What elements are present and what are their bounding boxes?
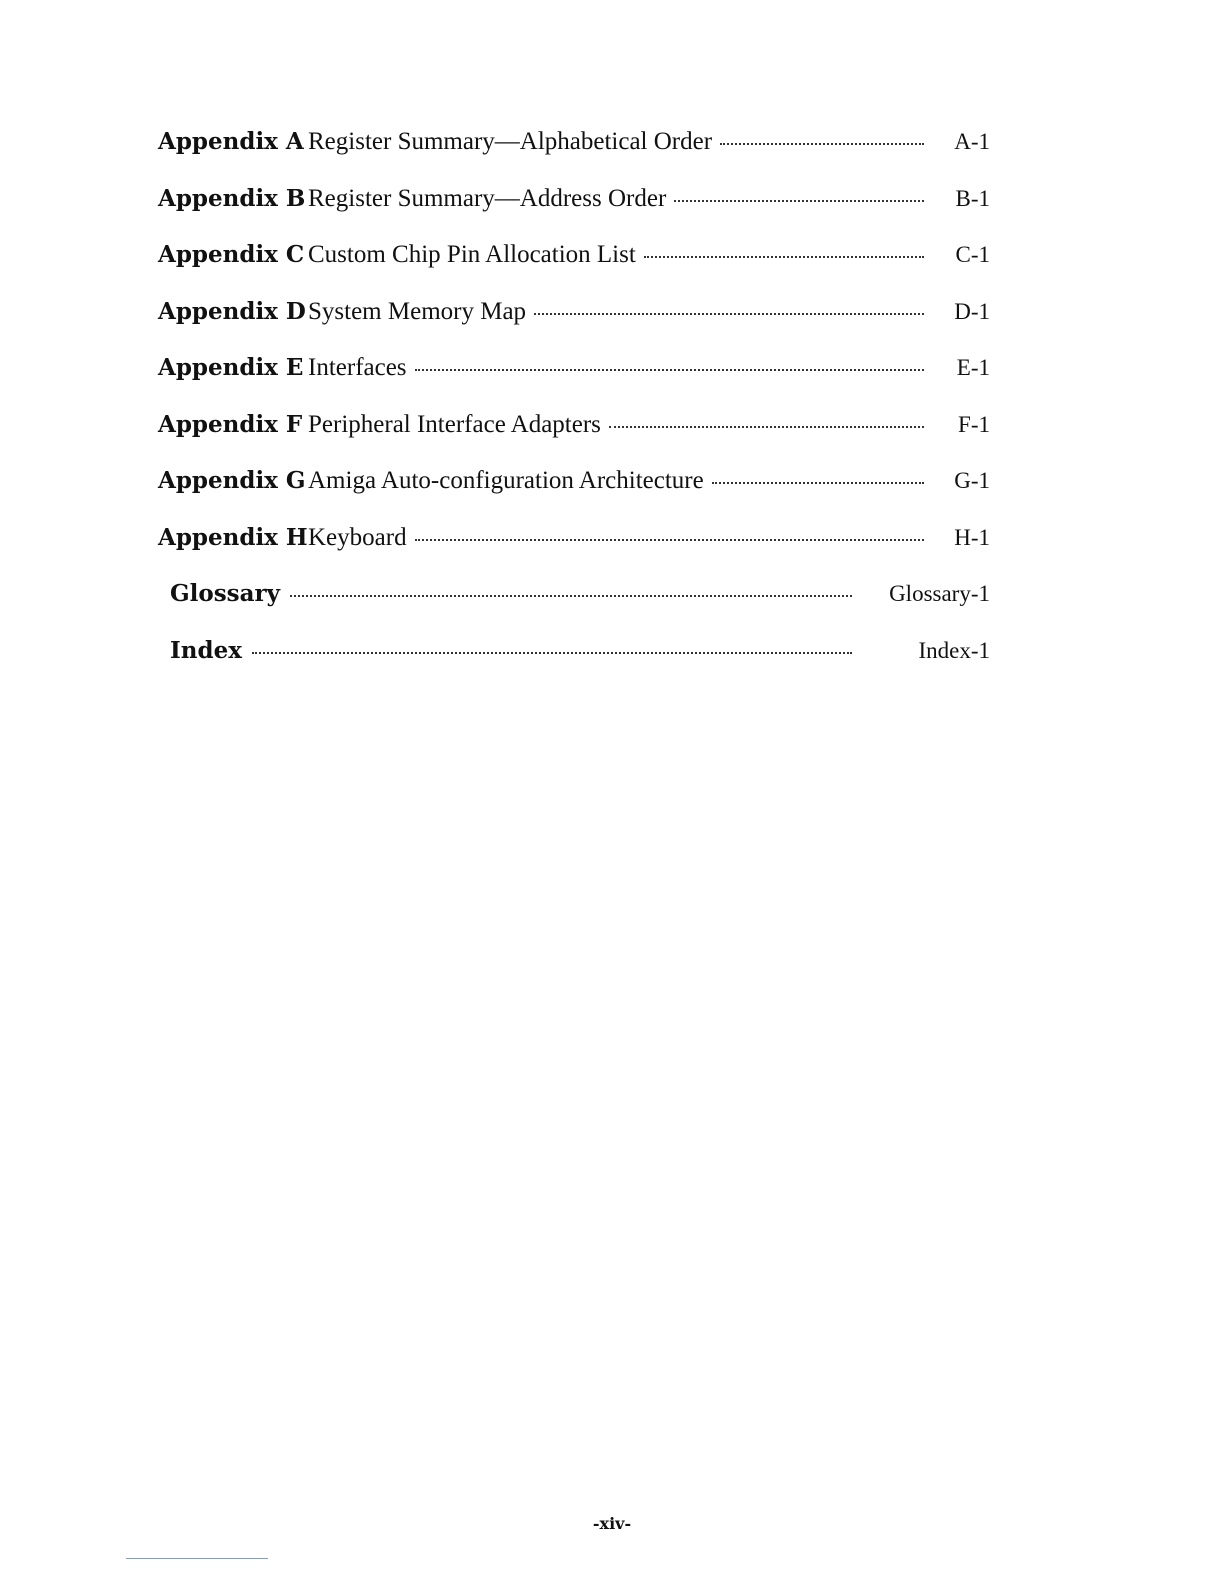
- dot-leader: [720, 143, 924, 145]
- table-of-contents: [158, 128, 990, 693]
- toc-entry-appendix-e: [158, 354, 990, 411]
- toc-entry-appendix-a: [158, 128, 990, 185]
- entry-page: C-1: [955, 242, 990, 267]
- dot-leader: [609, 426, 924, 428]
- entry-label: Appendix F: [158, 410, 303, 438]
- scan-edge-line: [126, 1558, 268, 1559]
- toc-entry-appendix-h: [158, 524, 990, 581]
- entry-label: Appendix C: [158, 241, 305, 268]
- entry-label: Appendix B: [158, 184, 306, 212]
- toc-entry-appendix-b: [158, 185, 990, 242]
- entry-page: Index-1: [918, 637, 990, 663]
- entry-label: Appendix H: [158, 523, 308, 551]
- toc-entry-glossary: [158, 580, 990, 637]
- entry-title: Interfaces: [308, 354, 407, 381]
- dot-leader: [644, 256, 924, 258]
- entry-title: Register Summary—Alphabetical Order: [308, 128, 713, 155]
- dot-leader: [415, 369, 924, 371]
- dot-leader: [674, 200, 924, 202]
- entry-label: Appendix A: [158, 128, 304, 155]
- entry-page: E-1: [956, 355, 990, 380]
- entry-title: Keyboard: [308, 523, 407, 551]
- entry-label: Appendix G: [158, 467, 306, 494]
- toc-entry-index: [158, 637, 990, 694]
- dot-leader: [290, 595, 852, 597]
- entry-title: Amiga Auto-configuration Architecture: [308, 467, 704, 494]
- entry-title: Peripheral Interface Adapters: [308, 410, 601, 438]
- dot-leader: [252, 652, 852, 654]
- toc-entry-appendix-g: [158, 467, 990, 524]
- entry-page: F-1: [958, 411, 990, 437]
- entry-title: System Memory Map: [308, 297, 527, 325]
- entry-label: Appendix D: [158, 297, 306, 325]
- toc-entry-appendix-c: [158, 241, 990, 298]
- entry-title: Register Summary—Address Order: [308, 184, 667, 212]
- entry-page: G-1: [954, 468, 990, 493]
- entry-label: Glossary: [170, 580, 281, 607]
- entry-label: Index: [170, 636, 242, 664]
- dot-leader: [415, 539, 924, 541]
- dot-leader: [534, 313, 924, 315]
- toc-entry-appendix-d: [158, 298, 990, 355]
- entry-title: Custom Chip Pin Allocation List: [308, 241, 636, 268]
- entry-page: A-1: [954, 129, 990, 154]
- dot-leader: [712, 482, 924, 484]
- entry-page: H-1: [954, 524, 990, 550]
- entry-page: Glossary-1: [889, 581, 990, 606]
- page-number: -xiv-: [592, 1514, 632, 1533]
- entry-page: D-1: [954, 298, 990, 324]
- toc-entry-appendix-f: [158, 411, 990, 468]
- entry-page: B-1: [955, 185, 990, 211]
- entry-label: Appendix E: [158, 354, 304, 381]
